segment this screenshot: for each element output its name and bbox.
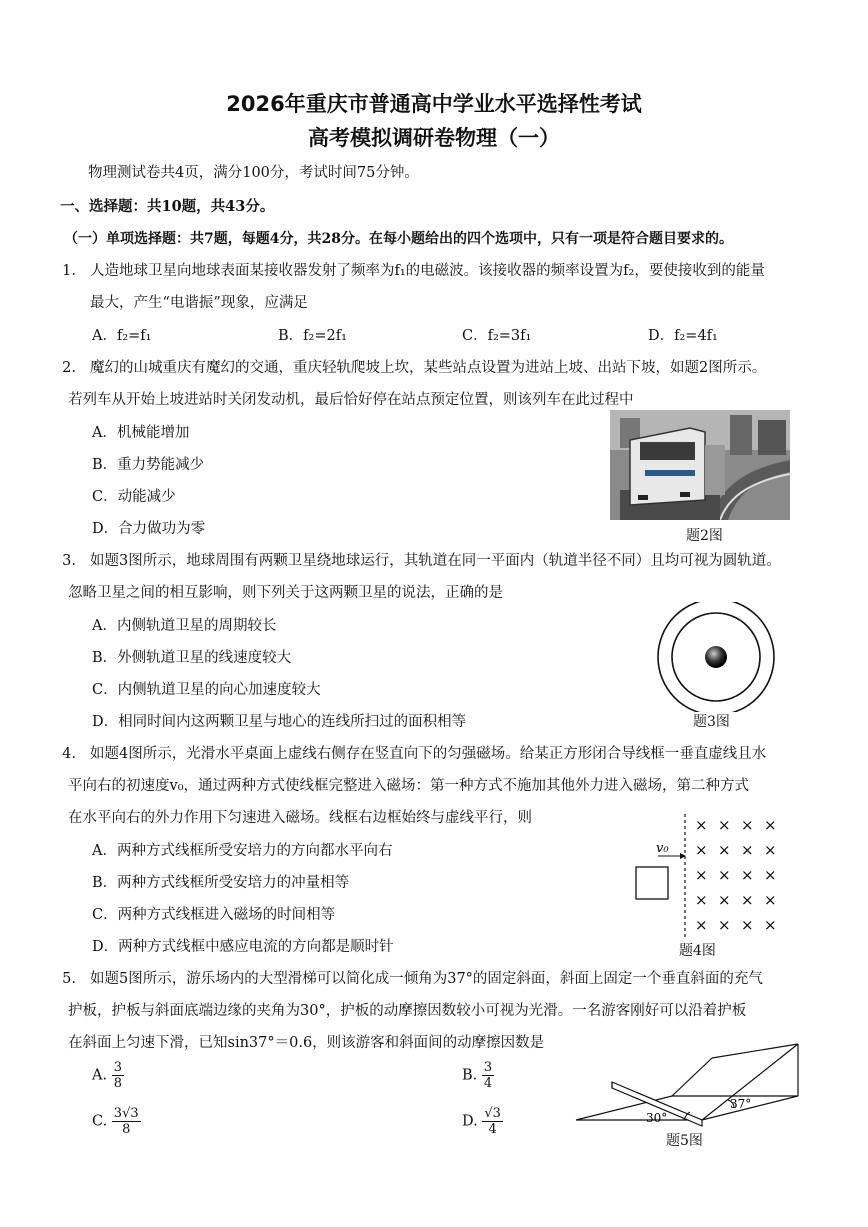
question-number: 2. — [62, 360, 76, 376]
exam-title-line2: 高考模拟调研卷物理（一） — [308, 126, 560, 150]
svg-text:×: × — [695, 841, 708, 859]
svg-text:×: × — [695, 816, 708, 834]
svg-text:×: × — [741, 816, 754, 834]
option-d: D．两种方式线框中感应电流的方向都是顺时针 — [92, 939, 394, 955]
figure-caption: 题5图 — [666, 1133, 703, 1149]
svg-text:×: × — [695, 916, 708, 934]
magnetic-field-diagram — [630, 812, 780, 940]
option-c: C．动能减少 — [92, 489, 176, 505]
question-text-line: 如题5图所示，游乐场内的大型滑梯可以简化成一倾角为37°的固定斜面，斜面上固定一个垂直斜面的充气 — [90, 971, 763, 987]
svg-text:×: × — [764, 841, 777, 859]
svg-text:×: × — [695, 891, 708, 909]
option-c: C．两种方式线框进入磁场的时间相等 — [92, 907, 336, 923]
question-text-line: 平向右的初速度v₀，通过两种方式使线框完整进入磁场：第一种方式不施加其他外力进入磁场，第二种方式 — [68, 778, 750, 794]
velocity-label: v₀ — [656, 841, 669, 856]
option-a: A. $\frac{3}{8}$ — [92, 1060, 122, 1091]
svg-text:×: × — [741, 841, 754, 859]
question-text-line: 人造地球卫星向地球表面某接收器发射了频率为f₁的电磁波。该接收器的频率设置为f₂，要使接收到的能量 — [90, 263, 765, 279]
orbit-diagram — [654, 602, 778, 712]
option-a: A．f₂=f₁ — [92, 328, 152, 344]
option-d: D．合力做功为零 — [92, 521, 206, 537]
option-b: B．f₂=2f₁ — [278, 328, 347, 344]
figure-caption: 题4图 — [679, 943, 716, 959]
question-text-line: 最大，产生“电谐振”现象，应满足 — [90, 295, 308, 311]
question-text-line: 魔幻的山城重庆有魔幻的交通，重庆轻轨爬坡上坎，某些站点设置为进站上坡、出站下坡，如题2图所示。 — [90, 360, 767, 376]
option-a: A．内侧轨道卫星的周期较长 — [92, 618, 277, 634]
angle-30-label: 30° — [646, 1111, 668, 1125]
angle-37-label: 37° — [730, 1097, 752, 1111]
section-heading: 一、选择题：共10题，共43分。 — [60, 198, 275, 215]
svg-text:×: × — [741, 866, 754, 884]
option-c: C. $\frac{3√3}{8}$ — [92, 1106, 139, 1137]
option-b: B．重力势能减少 — [92, 457, 205, 473]
question-text-line: 在水平向右的外力作用下匀速进入磁场。线框右边框始终与虚线平行，则 — [68, 810, 532, 826]
figure-caption: 题3图 — [693, 714, 730, 730]
svg-text:×: × — [718, 891, 731, 909]
svg-text:×: × — [764, 866, 777, 884]
svg-text:×: × — [718, 866, 731, 884]
svg-text:×: × — [718, 816, 731, 834]
question-text-line: 忽略卫星之间的相互影响，则下列关于这两颗卫星的说法，正确的是 — [68, 585, 503, 601]
exam-title-line1: 2026年重庆市普通高中学业水平选择性考试 — [226, 92, 642, 116]
option-d: D. $\frac{√3}{4}$ — [462, 1106, 501, 1137]
question-text-line: 在斜面上匀速下滑，已知sin37°＝0.6，则该游客和斜面间的动摩擦因数是 — [68, 1035, 545, 1051]
option-b: B. $\frac{3}{4}$ — [462, 1060, 493, 1091]
question-text-line: 若列车从开始上坡进站时关闭发动机，最后恰好停在站点预定位置，则该列车在此过程中 — [68, 392, 634, 408]
svg-text:×: × — [764, 916, 777, 934]
slide-incline-diagram — [572, 1042, 806, 1128]
square-wire-frame — [636, 867, 668, 899]
option-c: C．f₂=3f₁ — [462, 328, 532, 344]
svg-text:×: × — [764, 816, 777, 834]
question-number: 5. — [62, 971, 76, 987]
monorail-photo — [610, 410, 790, 520]
svg-text:×: × — [718, 841, 731, 859]
option-a: A．两种方式线框所受安培力的方向都水平向右 — [92, 843, 393, 859]
question-text-line: 护板，护板与斜面底端边缘的夹角为30°，护板的动摩擦因数较小可视为光滑。一名游客刚好可以沿着护板 — [68, 1003, 747, 1019]
figure-caption: 题2图 — [686, 528, 723, 544]
svg-text:×: × — [718, 916, 731, 934]
svg-text:×: × — [764, 891, 777, 909]
option-b: B．外侧轨道卫星的线速度较大 — [92, 650, 292, 666]
option-b: B．两种方式线框所受安培力的冲量相等 — [92, 875, 350, 891]
earth-icon — [705, 646, 727, 668]
section-subheading: （一）单项选择题：共7题，每题4分，共28分。在每小题给出的四个选项中，只有一项是符合题目要求的。 — [64, 231, 733, 247]
question-number: 4. — [62, 746, 76, 762]
option-d: D．相同时间内这两颗卫星与地心的连线所扫过的面积相等 — [92, 714, 467, 730]
question-text-line: 如题3图所示，地球周围有两颗卫星绕地球运行，其轨道在同一平面内（轨道半径不同）且均可视为圆轨道。 — [90, 553, 781, 569]
exam-intro: 物理测试卷共4页，满分100分，考试时间75分钟。 — [88, 165, 419, 181]
option-a: A．机械能增加 — [92, 425, 190, 441]
svg-text:×: × — [741, 891, 754, 909]
question-number: 3. — [62, 553, 76, 569]
question-text-line: 如题4图所示，光滑水平桌面上虚线右侧存在竖直向下的匀强磁场。给某正方形闭合导线框一垂直虚线且水 — [90, 746, 767, 762]
field-crosses — [695, 816, 777, 934]
option-c: C．内侧轨道卫星的向心加速度较大 — [92, 682, 321, 698]
svg-text:×: × — [741, 916, 754, 934]
svg-text:×: × — [695, 866, 708, 884]
option-d: D．f₂=4f₁ — [648, 328, 718, 344]
question-number: 1. — [62, 263, 76, 279]
